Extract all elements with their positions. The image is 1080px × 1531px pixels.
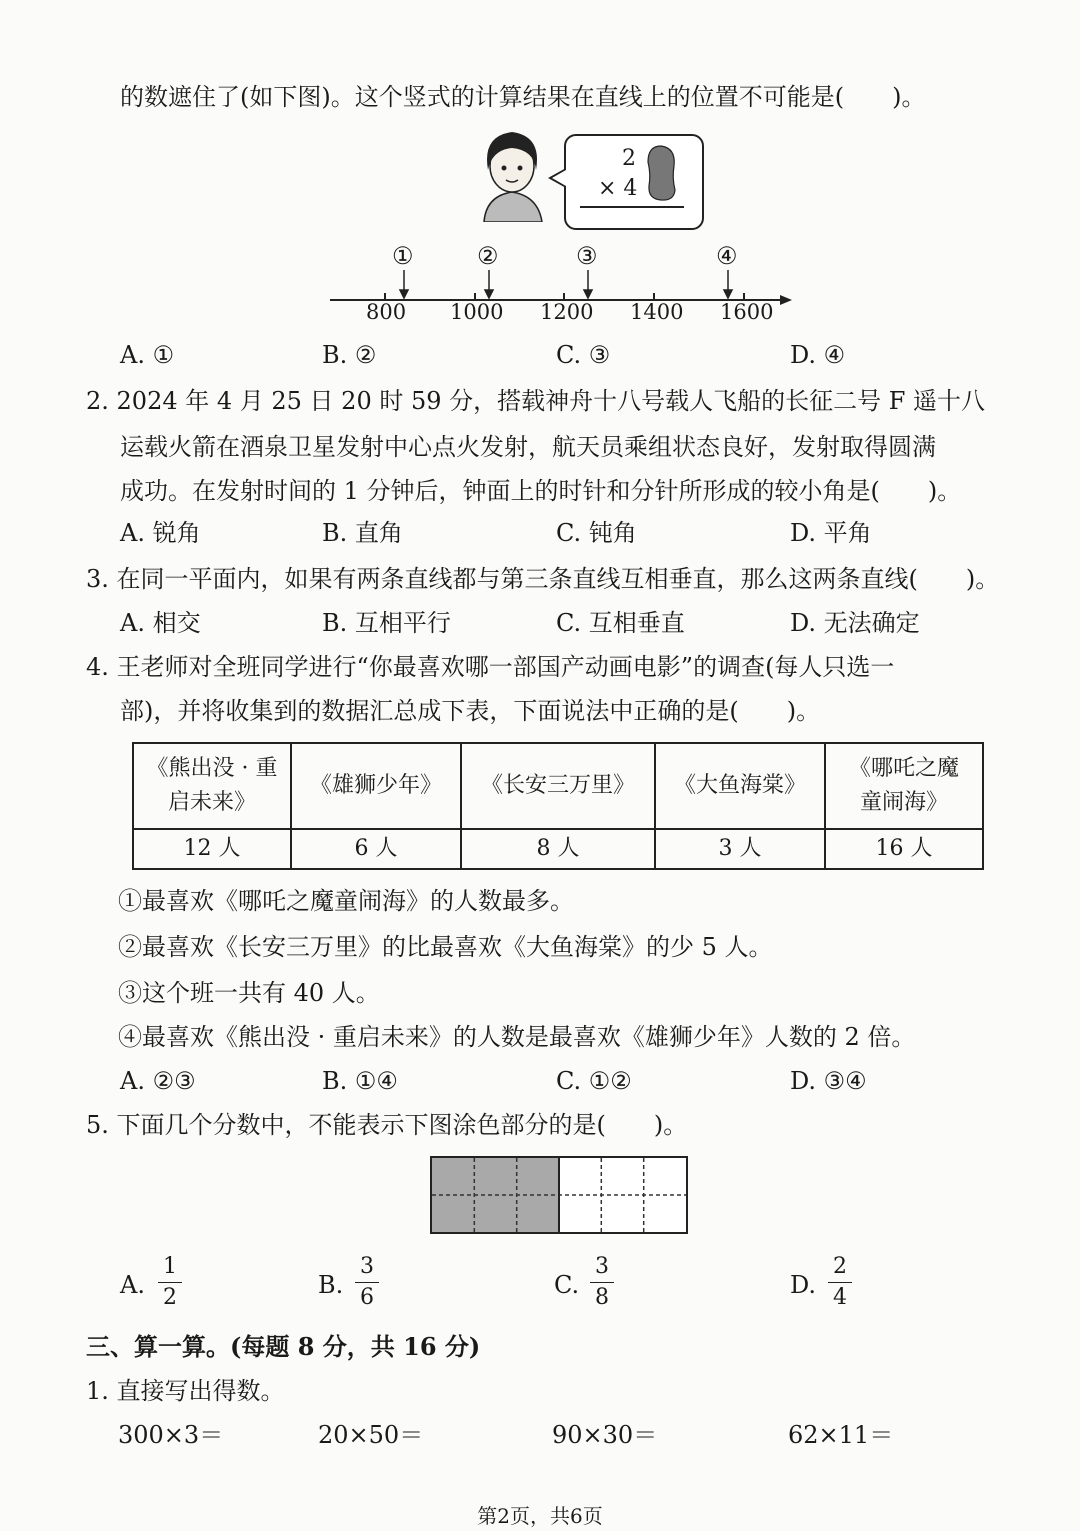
- section3-q1: 1. 直接写出得数。: [86, 1377, 285, 1405]
- q4-option-b[interactable]: B. ①④: [322, 1067, 398, 1095]
- q4-option-d[interactable]: D. ③④: [790, 1067, 867, 1095]
- q2-option-c[interactable]: C. 钝角: [556, 519, 637, 547]
- q1-option-b[interactable]: B. ②: [322, 341, 377, 369]
- q4-option-a[interactable]: A. ②③: [120, 1067, 196, 1095]
- value-changan: 8 人: [461, 829, 655, 869]
- header-changan: 《长安三万里》: [461, 743, 655, 829]
- q5-text: 5. 下面几个分数中，不能表示下图涂色部分的是( )。: [86, 1111, 688, 1139]
- q2-option-a[interactable]: A. 锐角: [120, 519, 201, 547]
- q3-option-c[interactable]: C. 互相垂直: [556, 609, 685, 637]
- q2-line-3: 成功。在发射时间的 1 分钟后，钟面上的时针和分针所形成的较小角是( )。: [120, 477, 962, 505]
- tick-1000: 1000: [450, 300, 504, 324]
- q4-line-1: 4. 王老师对全班同学进行“你最喜欢哪一部国产动画电影”的调查(每人只选一: [86, 653, 895, 681]
- q1-option-c[interactable]: C. ③: [556, 341, 611, 369]
- value-xiongchumo: 12 人: [133, 829, 291, 869]
- speech-bubble: [564, 134, 704, 230]
- q1-option-a[interactable]: A. ①: [120, 341, 175, 369]
- header-nezha: 《哪吒之魔 童闹海》: [825, 743, 983, 829]
- q1-text: 的数遮住了(如下图)。这个竖式的计算结果在直线上的位置不可能是( )。: [120, 83, 926, 111]
- tick-1400: 1400: [630, 300, 684, 324]
- header-xiongchumo: 《熊出没 · 重 启未来》: [133, 743, 291, 829]
- girl-illustration: [474, 126, 550, 222]
- header-dayu: 《大鱼海棠》: [655, 743, 825, 829]
- q4-statement-1: ①最喜欢《哪吒之魔童闹海》的人数最多。: [118, 887, 574, 915]
- q5-option-a-letter[interactable]: A.: [120, 1271, 145, 1299]
- calc-4: 62×11＝: [788, 1421, 894, 1449]
- q1-option-d[interactable]: D. ④: [790, 341, 846, 369]
- q4-option-c[interactable]: C. ①②: [556, 1067, 632, 1095]
- q4-statement-2: ②最喜欢《长安三万里》的比最喜欢《大鱼海棠》的少 5 人。: [118, 933, 773, 961]
- q5-option-b-letter[interactable]: B.: [318, 1271, 344, 1299]
- bubble-rule: [580, 206, 684, 208]
- calc-2: 20×50＝: [318, 1421, 424, 1449]
- calc-1: 300×3＝: [118, 1421, 224, 1449]
- survey-table: [132, 742, 984, 870]
- value-xiongshi: 6 人: [291, 829, 461, 869]
- q5-option-c-letter[interactable]: C.: [554, 1271, 580, 1299]
- calc-3: 90×30＝: [552, 1421, 658, 1449]
- marker-1: ①: [392, 242, 414, 270]
- q5-option-d-letter[interactable]: D.: [790, 1271, 817, 1299]
- tick-1600: 1600: [720, 300, 774, 324]
- page-footer: 第2页，共6页: [477, 1504, 603, 1528]
- header-xiongshi: 《雄狮少年》: [291, 743, 461, 829]
- marker-3: ③: [576, 242, 598, 270]
- tick-1200: 1200: [540, 300, 594, 324]
- q5-option-c-fraction[interactable]: 3 8: [590, 1254, 614, 1311]
- bubble-tail-inner: [552, 170, 566, 186]
- shaded-grid-figure: [430, 1156, 688, 1234]
- marker-4: ④: [716, 242, 738, 270]
- q3-option-b[interactable]: B. 互相平行: [322, 609, 451, 637]
- section3-heading: 三、算一算。(每题 8 分，共 16 分): [86, 1332, 481, 1361]
- grid-svg: [432, 1158, 686, 1232]
- table-row: [133, 829, 983, 869]
- q3-text: 3. 在同一平面内，如果有两条直线都与第三条直线互相垂直，那么这两条直线( )。: [86, 565, 1000, 593]
- q4-statement-3: ③这个班一共有 40 人。: [118, 979, 380, 1007]
- value-nezha: 16 人: [825, 829, 983, 869]
- bubble-multiplier: × 4: [598, 176, 638, 201]
- marker-2: ②: [477, 242, 499, 270]
- q5-option-b-fraction[interactable]: 3 6: [355, 1254, 379, 1311]
- q5-option-a-fraction[interactable]: 1 2: [158, 1254, 182, 1311]
- value-dayu: 3 人: [655, 829, 825, 869]
- q2-line-2: 运载火箭在酒泉卫星发射中心点火发射，航天员乘组状态良好，发射取得圆满: [120, 433, 936, 461]
- q4-line-2: 部)，并将收集到的数据汇总成下表，下面说法中正确的是( )。: [120, 697, 821, 725]
- bubble-top-number: 2: [622, 146, 636, 171]
- q2-option-d[interactable]: D. 平角: [790, 519, 872, 547]
- q2-line-1: 2. 2024 年 4 月 25 日 20 时 59 分，搭载神舟十八号载人飞船的长征二号 F 遥十八: [86, 387, 986, 415]
- q3-option-a[interactable]: A. 相交: [120, 609, 201, 637]
- q5-option-d-fraction[interactable]: 2 4: [828, 1254, 852, 1311]
- table-header-row: [133, 743, 983, 829]
- ink-blot-icon: [644, 144, 678, 202]
- q4-statement-4: ④最喜欢《熊出没 · 重启未来》的人数是最喜欢《雄狮少年》人数的 2 倍。: [118, 1023, 916, 1051]
- q3-option-d[interactable]: D. 无法确定: [790, 609, 920, 637]
- tick-800: 800: [366, 300, 407, 324]
- q2-option-b[interactable]: B. 直角: [322, 519, 403, 547]
